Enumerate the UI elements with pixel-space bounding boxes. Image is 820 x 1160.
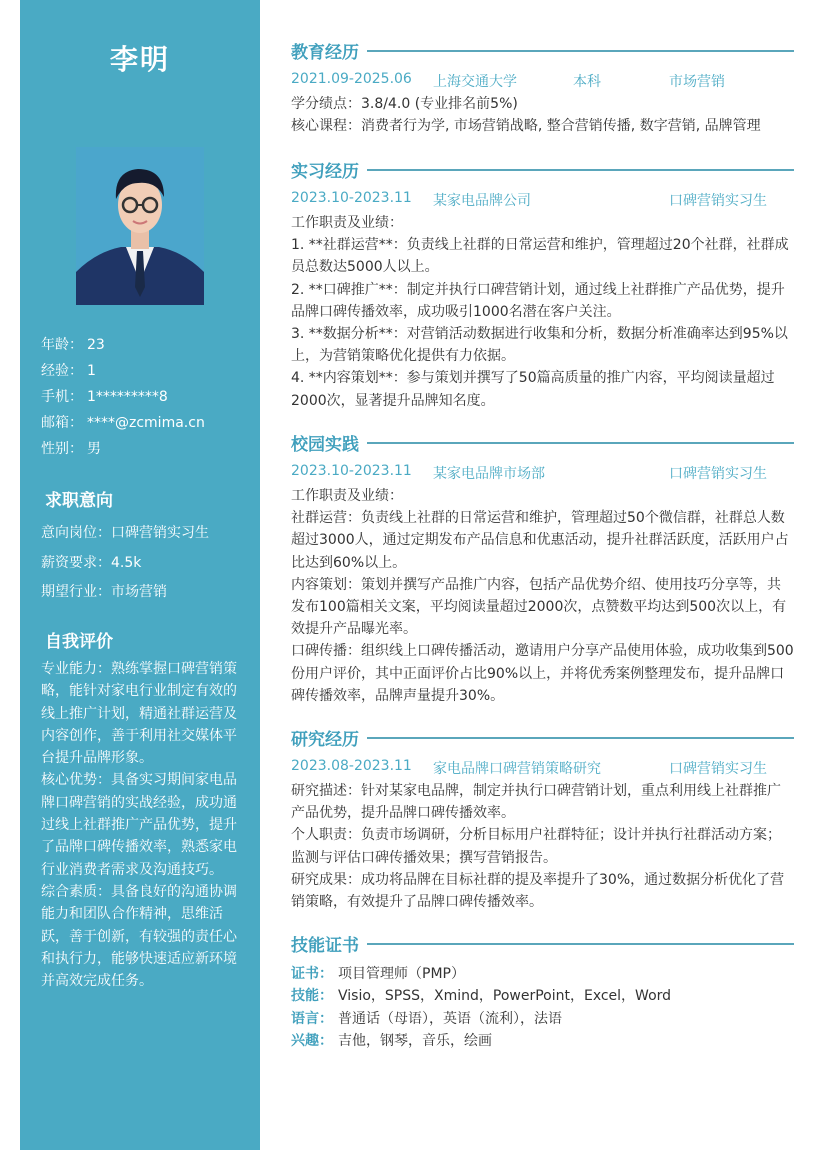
info-phone: 手机： 1*********8 [41, 389, 168, 405]
intent-industry: 期望行业：市场营销 [41, 584, 167, 600]
info-experience: 经验： 1 [41, 363, 96, 379]
skills-heading: 技能证书 [291, 931, 794, 956]
internship-meta [291, 190, 794, 210]
research-date: 2023.08-2023.11 [291, 758, 412, 774]
divider [367, 169, 794, 171]
self-eval-heading: 自我评价 [45, 632, 113, 652]
job-intent [41, 522, 209, 611]
research-details: 研究描述：针对某家电品牌，制定并执行口碑营销计划，重点利用线上社群推广产品优势，提升品牌口碑传播效率。 个人职责：负责市场调研，分析目标用户社群特征；设计并执行社群活动方案；监测与评估口碑传播效果；撰写营销报告。 研究成果：成功将品牌在目标社群的提及率提升了30%，通过数据分析优化了营销策略，有效提升了品牌口碑传播效率。 [291, 783, 785, 911]
education-meta [291, 71, 794, 91]
education-date: 2021.09-2025.06 [291, 71, 412, 87]
research-heading: 研究经历 [291, 725, 794, 750]
skill-certificate: 证书： 项目管理师（PMP） [291, 966, 465, 982]
portrait-image [76, 147, 204, 305]
sidebar [20, 0, 260, 1150]
profile-photo [76, 147, 204, 305]
divider [367, 442, 794, 444]
divider [367, 737, 794, 739]
education-details: 学分绩点：3.8/4.0 (专业排名前5%) 核心课程：消费者行为学, 市场营销战略, 整合营销传播, 数字营销, 品牌管理 [291, 96, 761, 135]
internship-company: 某家电品牌公司 [433, 193, 531, 209]
info-age: 年龄： 23 [41, 337, 105, 353]
intent-heading: 求职意向 [45, 491, 113, 511]
education-heading: 教育经历 [291, 38, 794, 63]
campus-heading: 校园实践 [291, 430, 794, 455]
campus-org: 某家电品牌市场部 [433, 466, 545, 482]
skill-tools: 技能： Visio，SPSS，Xmind，PowerPoint，Excel，Word [291, 988, 672, 1005]
research-project: 家电品牌口碑营销策略研究 [433, 761, 601, 777]
campus-date: 2023.10-2023.11 [291, 463, 412, 479]
skills-list [291, 963, 671, 1052]
research-meta [291, 758, 794, 778]
intent-salary: 薪资要求：4.5k [41, 554, 142, 571]
campus-details: 工作职责及业绩： 社群运营：负责线上社群的日常运营和维护，管理超过50个微信群，社群总人数超过3000人，通过定期发布产品信息和优惠活动，提升社群活跃度，活跃用户占比达到60%以上。 内容策划：策划并撰写产品推广内容，包括产品优势介绍、使用技巧分享等，共发布100篇相关文案，平均阅读量超过2000次，点赞数平均达到500次以上，有效提升产品曝光率。 口碑传播：组织线上口碑传播活动，邀请用户分享产品使用体验，成功收集到500份用户评价，其中正面评价占比90%以上，并将优秀案例整理发布，提升品牌口碑传播效率，品牌声量提升30%。 [291, 488, 794, 704]
info-gender: 性别： 男 [41, 441, 101, 457]
skill-languages: 语言： 普通话（母语），英语（流利），法语 [291, 1010, 562, 1027]
campus-role: 口碑营销实习生 [669, 466, 767, 482]
education-school: 上海交通大学 [433, 74, 517, 90]
self-eval-paragraph: 核心优势：具备实习期间家电品牌口碑营销的实战经验，成功通过线上社群推广产品优势，提升了品牌口碑传播效率，熟悉家电行业消费者需求及沟通技巧。 [41, 772, 237, 878]
info-email: 邮箱： ****@zcmima.cn [41, 415, 205, 431]
candidate-name: 李明 [109, 43, 170, 76]
self-evaluation [41, 658, 246, 992]
divider [367, 943, 794, 945]
intent-position: 意向岗位：口碑营销实习生 [41, 525, 209, 541]
personal-info [41, 334, 205, 464]
skill-interests: 兴趣： 吉他，钢琴，音乐，绘画 [291, 1032, 492, 1049]
internship-role: 口碑营销实习生 [669, 193, 767, 209]
internship-heading: 实习经历 [291, 157, 794, 182]
self-eval-paragraph: 综合素质：具备良好的沟通协调能力和团队合作精神，思维活跃，善于创新，有较强的责任心和执行力，能够快速适应新环境并高效完成任务。 [41, 883, 237, 990]
divider [367, 50, 794, 52]
research-role: 口碑营销实习生 [669, 761, 767, 777]
internship-date: 2023.10-2023.11 [291, 190, 412, 206]
self-eval-paragraph: 专业能力：熟练掌握口碑营销策略，能针对家电行业制定有效的线上推广计划，精通社群运营及内容创作，善于利用社交媒体平台提升品牌形象。 [41, 661, 237, 767]
education-degree: 本科 [573, 74, 601, 90]
internship-details: 工作职责及业绩： 1. **社群运营**：负责线上社群的日常运营和维护，管理超过20个社群，社群成员总数达5000人以上。 2. **口碑推广**：制定并执行口碑营销计划，通过线上社群推广产品优势，提升品牌口碑传播效率，成功吸引1000名潜在客户关注。 3. **数据分析**：对营销活动数据进行收集和分析，数据分析准确率达到95%以上，为营销策略优化提供有力依据。 4. **内容策划**：参与策划并撰写了50篇高质量的推广内容，平均阅读量超过2000次，显著提升品牌知名度。 [291, 215, 789, 409]
education-major: 市场营销 [669, 74, 725, 90]
campus-meta [291, 463, 794, 483]
